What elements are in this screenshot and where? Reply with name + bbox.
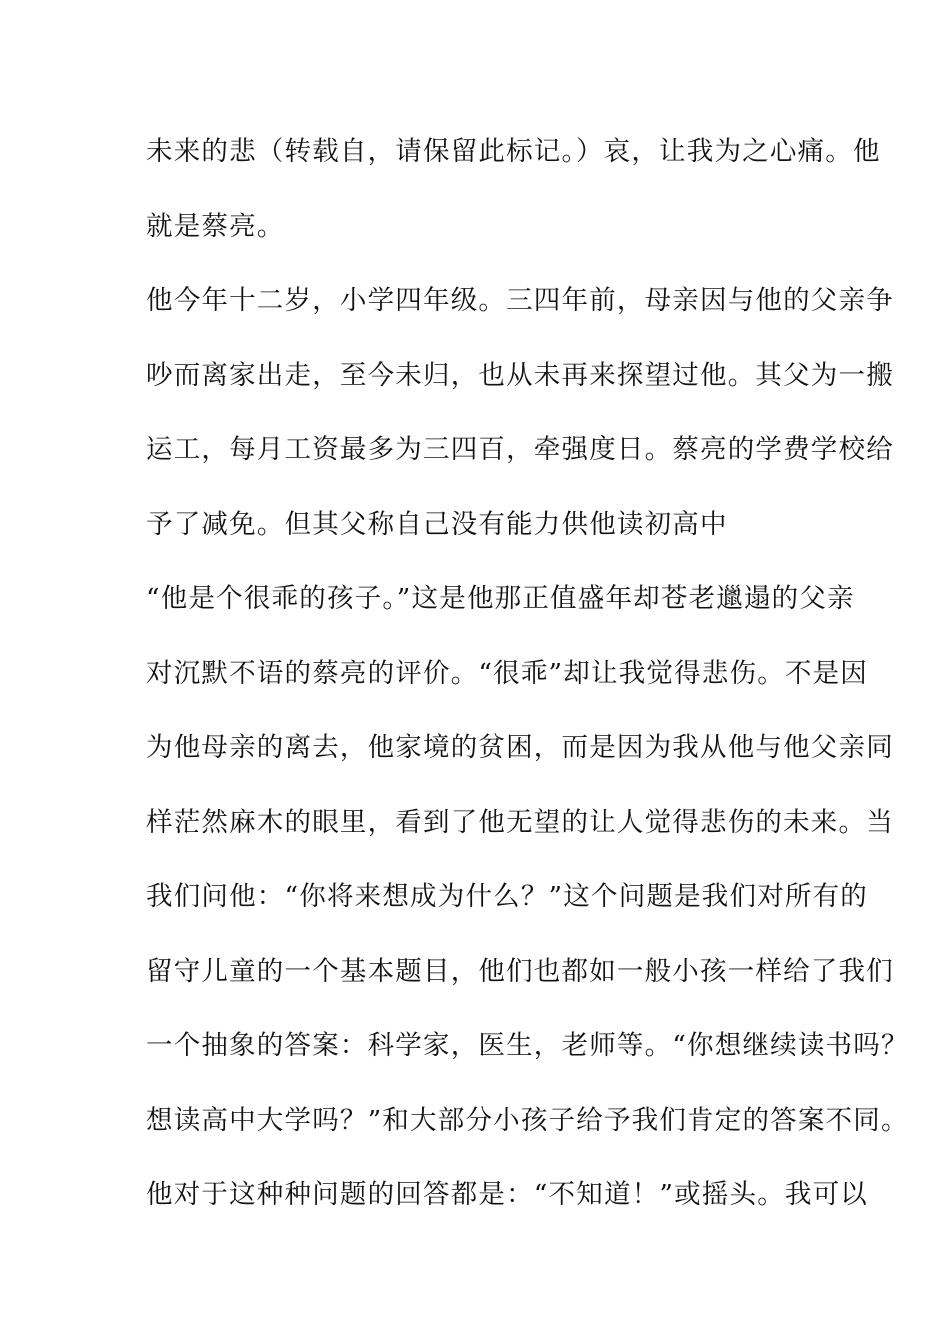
- text-line: 样茫然麻木的眼里，看到了他无望的让人觉得悲伤的未来。当: [146, 806, 894, 838]
- text-line: 想读高中大学吗？”和大部分小孩子给予我们肯定的答案不同。: [146, 1104, 909, 1136]
- text-line: 我们问他：“你将来想成为什么？”这个问题是我们对所有的: [146, 881, 868, 912]
- text-line: 运工，每月工资最多为三四百，牵强度日。蔡亮的学费学校给: [146, 434, 894, 465]
- text-line: 吵而离家出走，至今未归，也从未再来探望过他。其父为一搬: [146, 359, 894, 391]
- text-line: 留守儿童的一个基本题目，他们也都如一般小孩一样给了我们: [146, 955, 894, 987]
- text-line: 对沉默不语的蔡亮的评价。“很乖”却让我觉得悲伤。不是因: [146, 657, 868, 689]
- text-line: 予了减免。但其父称自己没有能力供他读初高中: [146, 508, 728, 540]
- text-line: 他对于这种种问题的回答都是：“不知道！”或摇头。我可以: [146, 1179, 868, 1210]
- text-line: “他是个很乖的孩子。”这是他那正值盛年却苍老邋遢的父亲: [146, 583, 855, 614]
- text-line: 未来的悲（转载自，请保留此标记。）哀，让我为之心痛。他: [146, 136, 881, 167]
- text-line: 就是蔡亮。: [146, 210, 285, 242]
- text-line: 他今年十二岁，小学四年级。三四年前，母亲因与他的父亲争: [146, 285, 894, 316]
- article-body: [146, 130, 909, 1248]
- text-line: 为他母亲的离去，他家境的贫困，而是因为我从他与他父亲同: [146, 732, 894, 763]
- text-line: 一个抽象的答案：科学家，医生，老师等。“你想继续读书吗？: [146, 1030, 909, 1061]
